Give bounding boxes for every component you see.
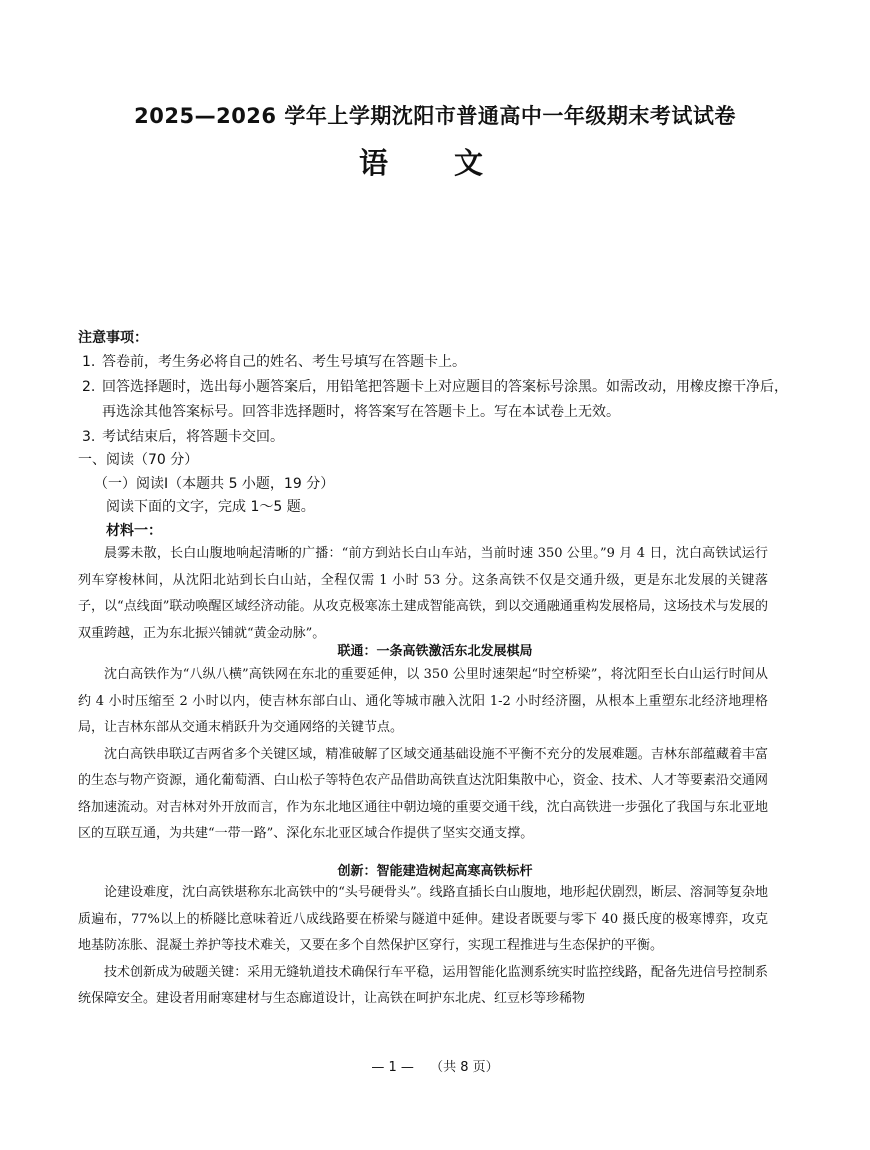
article-section-block (78, 880, 768, 1013)
instruction-text: 阅读下面的文字，完成 1～5 题。 (106, 499, 315, 515)
notice-item (78, 350, 798, 375)
notice-item (78, 375, 798, 425)
material-label: 材料一： (106, 523, 162, 539)
article-paragraph: 论建设难度，沈白高铁堪称东北高铁中的“头号硬骨头”。线路直插长白山腹地，地形起伏剧烈，断层、溶洞等复杂地质遍布，77%以上的桥隧比意味着近八成线路要在桥梁与隧道中延伸。建设者既要与零下 40 摄氏度的极寒博弈，攻克地基防冻胀、混凝土养护等技术难关，又要在多个自然保护区穿行，实现工程推进与生态保护的平衡。 (78, 885, 768, 953)
part-title: （一）阅读Ⅰ（本题共 5 小题，19 分） (94, 476, 335, 492)
page-total: （共 8 页） (430, 1060, 499, 1075)
notice-item (78, 425, 798, 450)
section-title: 一、阅读（70 分） (78, 452, 199, 468)
notice-item-text: 回答选择题时，选出每小题答案后，用铅笔把答题卡上对应题目的答案标号涂黑。如需改动，用橡皮擦干净后，再选涂其他答案标号。回答非选择题时，将答案写在答题卡上。写在本试卷上无效。 (102, 379, 788, 420)
notice-block (78, 326, 798, 450)
article-subheading: 联通：一条高铁激活东北发展棋局 (337, 644, 533, 659)
page-footer (0, 1056, 870, 1075)
article-paragraph: 沈白高铁作为“八纵八横”高铁网在东北的重要延伸，以 350 公里时速架起“时空桥梁”，将沈阳至长白山运行时间从约 4 小时压缩至 2 小时以内，使吉林东部白山、通化等城市融入沈阳 1-2 小时经济圈，从根本上重塑东北经济地理格局，让吉林东部从交通末梢跃升为交通网络的关键节点。 (78, 667, 768, 735)
page-number: — 1 — (371, 1060, 414, 1075)
notice-item-text: 考试结束后，将答题卡交回。 (102, 429, 284, 445)
notice-item-number: 3. (82, 429, 96, 445)
article-paragraph: 技术创新成为破题关键：采用无缝轨道技术确保行车平稳，运用智能化监测系统实时监控线路，配备先进信号控制系统保障安全。建设者用耐寒建材与生态廊道设计，让高铁在呵护东北虎、红豆杉等珍稀物 (78, 964, 768, 1006)
notice-heading: 注意事项： (78, 330, 148, 346)
article-intro-block (78, 541, 768, 647)
article-section-block (78, 662, 768, 848)
notice-item-text: 答卷前，考生务必将自己的姓名、考生号填写在答题卡上。 (102, 354, 466, 370)
article-paragraph: 晨雾未散，长白山腹地响起清晰的广播：“前方到站长白山车站，当前时速 350 公里。”9 月 4 日，沈白高铁试运行列车穿梭林间，从沈阳北站到长白山站，全程仅需 1 小时 53 分。这条高铁不仅是交通升级，更是东北发展的关键落子，以“点线面”联动唤醒区域经济动能。从攻克极寒冻土建成智能高铁，到以交通融通重构发展格局，这场技术与发展的双重跨越，正为东北振兴铺就“黄金动脉”。 (78, 546, 768, 641)
article-subheading: 创新：智能建造树起高寒高铁标杆 (337, 864, 533, 879)
exam-title: 2025—2026 学年上学期沈阳市普通高中一年级期末考试试卷 (134, 104, 736, 128)
subject-title: 语 文 (358, 146, 512, 180)
notice-item-number: 1. (82, 354, 96, 370)
article-paragraph: 沈白高铁串联辽吉两省多个关键区域，精准破解了区域交通基础设施不平衡不充分的发展难题。吉林东部蕴藏着丰富的生态与物产资源，通化葡萄酒、白山松子等特色农产品借助高铁直达沈阳集散中心，资金、技术、人才等要素沿交通网络加速流动。对吉林对外开放而言，作为东北地区通往中朝边境的重要交通干线，沈白高铁进一步强化了我国与东北亚地区的互联互通，为共建“一带一路”、深化东北亚区域合作提供了坚实交通支撑。 (78, 746, 768, 841)
notice-item-number: 2. (82, 379, 96, 395)
